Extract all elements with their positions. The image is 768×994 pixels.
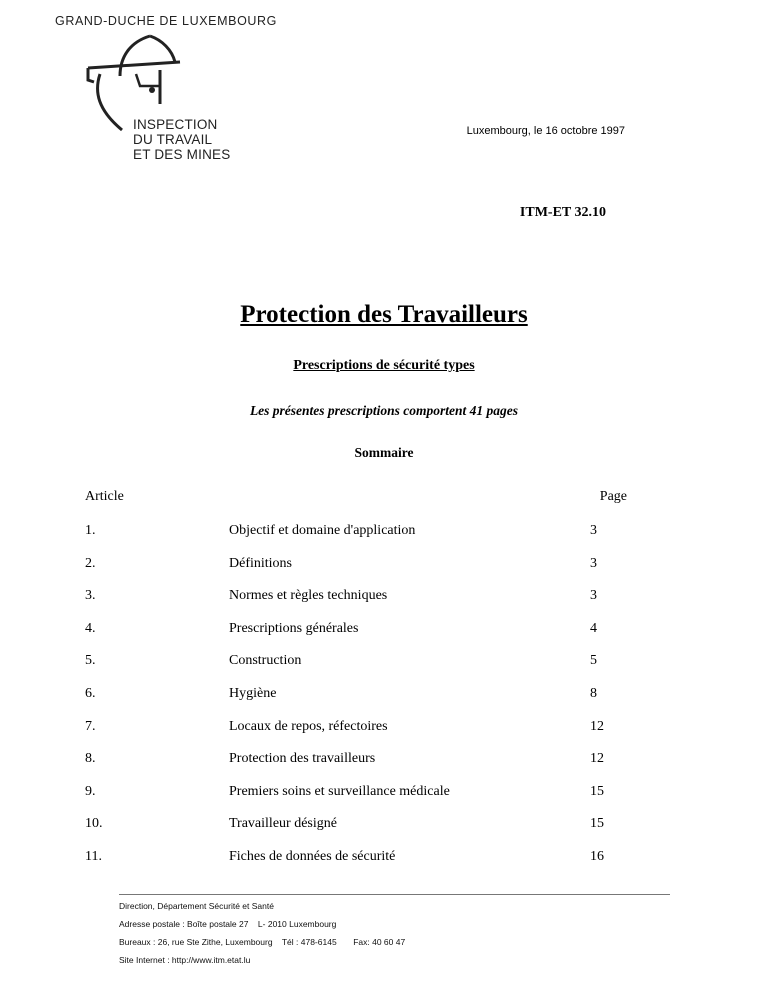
page-count-note: Les présentes prescriptions comportent 41 pages xyxy=(249,403,519,418)
toc-article-number: 6. xyxy=(85,686,96,701)
footer-divider xyxy=(119,894,670,895)
toc-row xyxy=(0,849,768,869)
toc-article-number: 2. xyxy=(85,556,96,571)
toc-article-number: 5. xyxy=(85,653,96,668)
toc-row xyxy=(0,719,768,739)
logo-text-line-2: DU TRAVAIL xyxy=(133,132,213,147)
toc-page-number: 15 xyxy=(590,816,604,831)
toc-page-number: 5 xyxy=(590,653,597,668)
toc-article-title: Hygiène xyxy=(229,686,277,701)
toc-article-title: Fiches de données de sécurité xyxy=(229,849,396,864)
toc-row xyxy=(0,816,768,836)
toc-row xyxy=(0,588,768,608)
toc-article-number: 7. xyxy=(85,719,96,734)
logo-text-line-3: ET DES MINES xyxy=(133,147,231,162)
toc-row xyxy=(0,751,768,771)
toc-article-number: 4. xyxy=(85,621,96,636)
toc-page-number: 12 xyxy=(590,751,604,766)
toc-article-number: 1. xyxy=(85,523,96,538)
toc-article-title: Prescriptions générales xyxy=(229,621,359,636)
toc-article-number: 8. xyxy=(85,751,96,766)
toc-article-number: 10. xyxy=(85,816,103,831)
toc-article-number: 9. xyxy=(85,784,96,799)
toc-page-number: 16 xyxy=(590,849,604,864)
toc-article-number: 3. xyxy=(85,588,96,603)
country-header: GRAND-DUCHE DE LUXEMBOURG xyxy=(55,14,277,28)
toc-page-number: 3 xyxy=(590,588,597,603)
toc-row xyxy=(0,556,768,576)
place-date: Luxembourg, le 16 octobre 1997 xyxy=(466,125,625,137)
logo-text-line-1: INSPECTION xyxy=(133,117,218,132)
toc-row xyxy=(0,523,768,543)
toc-row xyxy=(0,653,768,673)
toc-row xyxy=(0,784,768,804)
toc-article-title: Construction xyxy=(229,653,302,668)
toc-row xyxy=(0,621,768,641)
toc-column-page: Page xyxy=(599,489,627,504)
document-subtitle: Prescriptions de sécurité types xyxy=(293,358,475,373)
toc-page-number: 12 xyxy=(590,719,604,734)
toc-article-title: Définitions xyxy=(229,556,292,571)
document-title: Protection des Travailleurs xyxy=(240,301,528,328)
toc-article-title: Locaux de repos, réfectoires xyxy=(229,719,388,734)
toc-page-number: 15 xyxy=(590,784,604,799)
footer-office-contact: Bureaux : 26, rue Ste Zithe, Luxembourg Tél : 478-6145 Fax: 40 60 47 xyxy=(119,937,406,947)
toc-article-title: Objectif et domaine d'application xyxy=(229,523,416,538)
toc-page-number: 3 xyxy=(590,556,597,571)
toc-page-number: 8 xyxy=(590,686,597,701)
toc-article-title: Protection des travailleurs xyxy=(229,751,376,766)
footer-website: Site Internet : http://www.itm.etat.lu xyxy=(119,955,251,965)
toc-page-number: 3 xyxy=(590,523,597,538)
footer-department: Direction, Département Sécurité et Santé xyxy=(119,901,274,911)
toc-heading: Sommaire xyxy=(354,445,414,460)
toc-article-title: Travailleur désigné xyxy=(229,816,337,831)
footer-postal-address: Adresse postale : Boîte postale 27 L- 2010 Luxembourg xyxy=(119,919,337,929)
toc-page-number: 4 xyxy=(590,621,597,636)
toc-article-title: Normes et règles techniques xyxy=(229,588,388,603)
document-reference: ITM-ET 32.10 xyxy=(519,205,606,220)
toc-article-title: Premiers soins et surveillance médicale xyxy=(229,784,450,799)
toc-article-number: 11. xyxy=(85,849,102,864)
toc-column-article: Article xyxy=(85,489,124,504)
toc-row xyxy=(0,686,768,706)
